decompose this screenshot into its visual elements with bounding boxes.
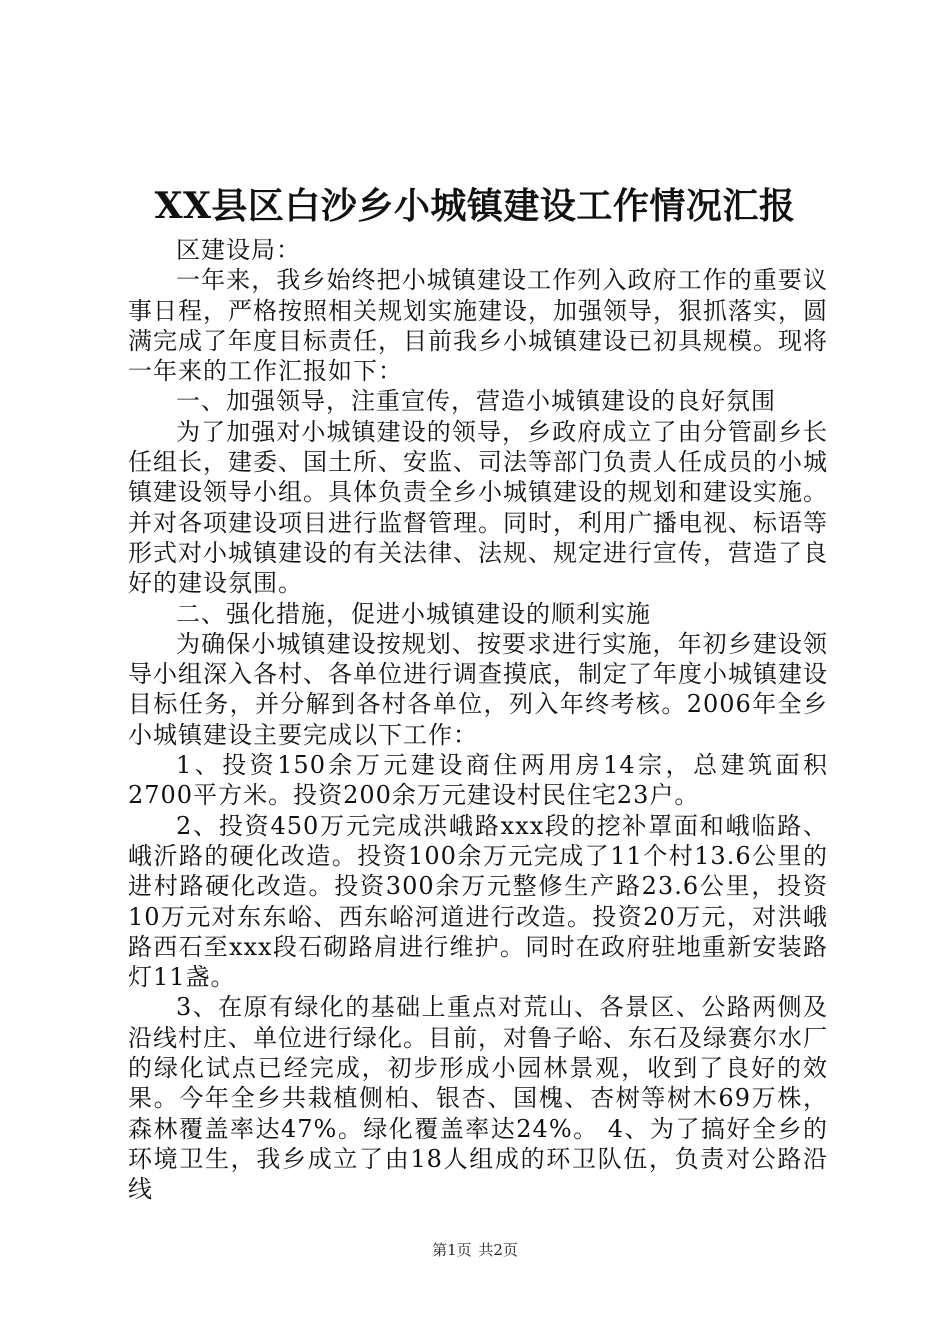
document-body bbox=[128, 235, 828, 1205]
list-item-3: 3、在原有绿化的基础上重点对荒山、各景区、公路两侧及沿线村庄、单位进行绿化。目前，对鲁子峪、东石及绿赛尔水厂的绿化试点已经完成，初步形成小园林景观，收到了良好的效果。今年全乡共栽植侧柏、银杏、国槐、杏树等树木69万株，森林覆盖率达47%。绿化覆盖率达24%。 4、为了搞好全乡的环境卫生，我乡成立了由18人组成的环卫队伍，负责对公路沿线 bbox=[128, 993, 828, 1204]
paragraph-section-1: 为了加强对小城镇建设的领导，乡政府成立了由分管副乡长任组长，建委、国土所、安监、司法等部门负责人任成员的小城镇建设领导小组。具体负责全乡小城镇建设的规划和建设实施。并对各项建设项目进行监督管理。同时，利用广播电视、标语等形式对小城镇建设的有关法律、法规、规定进行宣传，营造了良好的建设氛围。 bbox=[128, 417, 828, 598]
page-number: 第1页 bbox=[432, 1241, 472, 1259]
salutation: 区建设局： bbox=[176, 236, 301, 264]
paragraph-intro: 一年来，我乡始终把小城镇建设工作列入政府工作的重要议事日程，严格按照相关规划实施建设，加强领导，狠抓落实，圆满完成了年度目标责任，目前我乡小城镇建设已初具规模。现将一年来的工作汇报如下： bbox=[128, 266, 828, 386]
paragraph-section-2: 为确保小城镇建设按规划、按要求进行实施，年初乡建设领导小组深入各村、各单位进行调查摸底，制定了年度小城镇建设目标任务，并分解到各村各单位，列入年终考核。2006年全乡小城镇建设主要完成以下工作： bbox=[128, 629, 828, 749]
page-total: 共2页 bbox=[478, 1241, 518, 1259]
section-heading-1: 一、加强领导，注重宣传，营造小城镇建设的良好氛围 bbox=[176, 387, 776, 416]
list-item-1: 1、投资150余万元建设商住两用房14宗，总建筑面积2700平方米。投资200余万元建设村民住宅23户。 bbox=[128, 751, 828, 810]
page-footer bbox=[0, 1240, 950, 1260]
list-item-2: 2、投资450万元完成洪峨路xxx段的挖补罩面和峨临路、峨沂路的硬化改造。投资100余万元完成了11个村13.6公里的进村路硬化改造。投资300余万元整修生产路23.6公里，投资10万元对东东峪、西东峪河道进行改造。投资20万元，对洪峨路西石至xxx段石砌路肩进行维护。同时在政府驻地重新安装路灯11盏。 bbox=[128, 811, 828, 992]
document-title: XX县区白沙乡小城镇建设工作情况汇报 bbox=[154, 185, 796, 227]
section-heading-2: 二、强化措施，促进小城镇建设的顺利实施 bbox=[176, 599, 651, 628]
